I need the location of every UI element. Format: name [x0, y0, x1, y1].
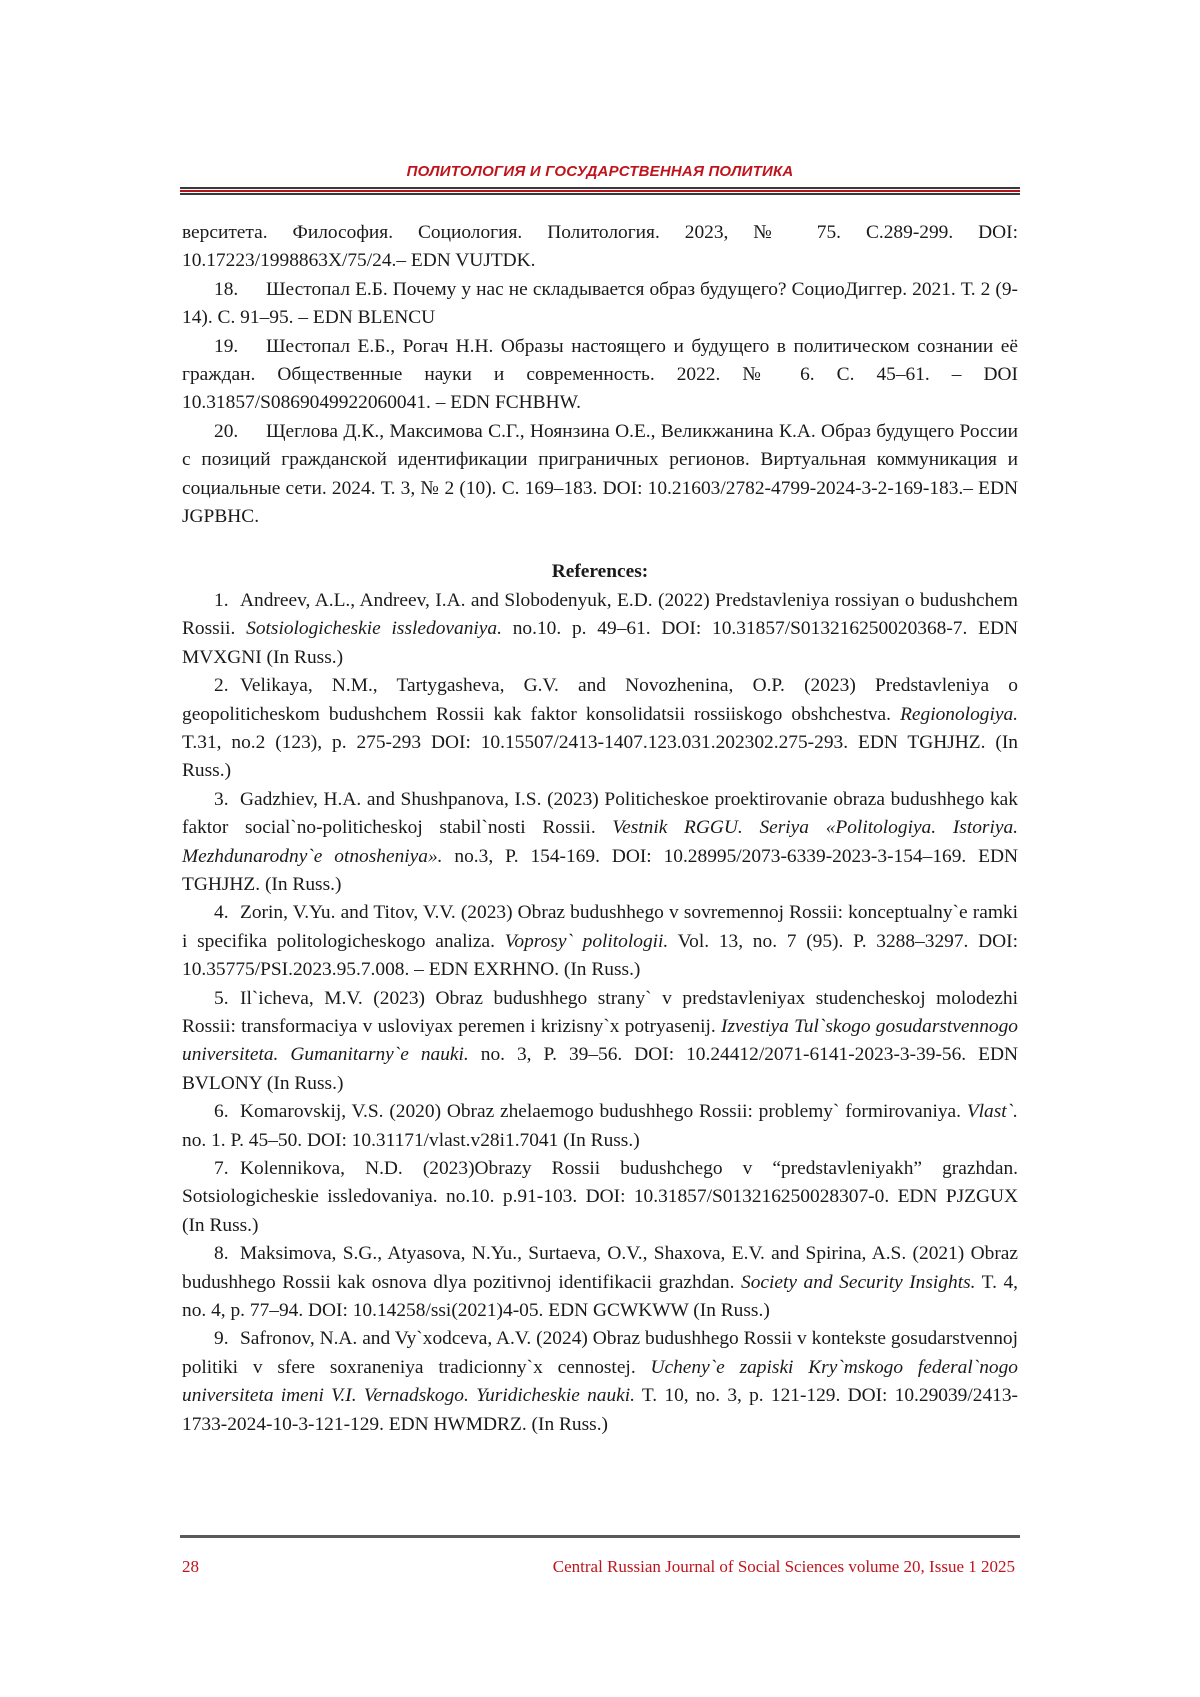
reference-9: [182, 1325, 1018, 1439]
reference-8: [182, 1240, 1018, 1325]
reference-1: [182, 587, 1018, 672]
ru-reference-text: Шестопал Е.Б., Рогач Н.Н. Образы настоящего и будущего в политическом сознании её граждан. Общественные науки и современность. 2022. № 6. С. 45–61. – DOI 10.31857/S0869049922060041. – EDN FCHBHW.: [182, 335, 1018, 414]
reference-number: 7.: [214, 1158, 229, 1179]
ru-reference-20: [182, 418, 1018, 532]
continuation-text: верситета. Философия. Социология. Политология. 2023, № 75. С.289-299. DOI: 10.17223/1998863Х/75/24.– EDN VUJTDK.: [182, 222, 1018, 272]
reference-7: [182, 1155, 1018, 1240]
reference-authors: Zorin, V.Yu. and Titov, V.V. (2023) Obraz budushhego v sovremennoj Rossii: konceptualny`e ramki i specifika politologicheskogo analiza.: [182, 902, 1018, 952]
reference-details: T.31, no.2 (123), p. 275-293 DOI: 10.15507/2413-1407.123.031.202302.275-293. EDN TGHJHZ. (In Russ.): [182, 731, 1018, 782]
reference-number: 1.: [214, 589, 229, 611]
reference-details: no.3, P. 154-169. DOI: 10.28995/2073-6339-2023-3-154–169. EDN TGHJHZ. (In Russ.): [182, 845, 1018, 895]
reference-number: 9.: [214, 1328, 229, 1350]
reference-number: 3.: [214, 788, 229, 810]
reference-4: [182, 899, 1018, 984]
ru-reference-number: 18.: [214, 278, 239, 300]
reference-number: 6.: [214, 1101, 229, 1123]
ru-reference-text: Шестопал Е.Б. Почему у нас не складывается образ будущего? СоциоДиггер. 2021. Т. 2 (9-14). С. 91–95. – EDN BLENCU: [182, 278, 1018, 329]
reference-details: T. 10, no. 3, p. 121-129. DOI: 10.29039/2413-1733-2024-10-3-121-129. EDN HWMDRZ. (In Russ.): [182, 1385, 1019, 1435]
reference-number: 8.: [214, 1243, 229, 1265]
reference-authors: Safronov, N.A. and Vy`xodceva, A.V. (2024) Obraz budushhego Rossii v kontekste gosudarstvennoj politiki v sfere soxraneniya tradicionny`x cennostej.: [182, 1328, 1018, 1378]
ru-reference-text: Щеглова Д.К., Максимова С.Г., Ноянзина О.Е., Великжанина К.А. Образ будущего России с позиций гражданской идентификации приграничных регионов. Виртуальная коммуникация и социальные сети. 2024. Т. 3, № 2 (10). С. 169–183. DOI: 10.21603/2782-4799-2024-3-2-169-183.– EDN JGPBHC.: [182, 420, 1018, 528]
ru-reference-18: [182, 276, 1018, 333]
reference-journal: Vestnik RGGU. Seriya «Politologiya. Istoriya. Mezhdunarodny`e otnosheniya».: [182, 817, 1018, 867]
reference-journal: Ucheny`e zapiski Kry`mskogo federal`nogo universiteta imeni V.I. Vernadskogo. Yuridicheskie nauki.: [182, 1356, 1019, 1407]
header-rule-bottom: [180, 193, 1020, 195]
ru-reference-number: 20.: [214, 420, 239, 442]
reference-journal: Sotsiologicheskie issledovaniya.: [246, 618, 502, 640]
ru-reference-number: 19.: [214, 335, 239, 357]
reference-3: [182, 786, 1018, 900]
reference-details: no. 3, P. 39–56. DOI: 10.24412/2071-6141-2023-3-39-56. EDN BVLONY (In Russ.): [182, 1044, 1018, 1094]
reference-details: no.10. p. 49–61. DOI: 10.31857/S013216250020368-7. EDN MVXGNI (In Russ.): [182, 618, 1018, 668]
reference-authors: Kolennikova, N.D. (2023)Obrazy Rossii budushchego v “predstavleniyakh” grazhdan. Sotsiologicheskie issledovaniya. no.10. p.91-103. DOI: 10.31857/S013216250028307-0. EDN PJZGUX (In Russ.): [182, 1158, 1018, 1236]
footer-rule: [180, 1535, 1020, 1538]
reference-6: [182, 1098, 1018, 1155]
page-number: 28: [182, 1557, 199, 1576]
page-body: [182, 219, 1018, 1439]
reference-details: T. 4, no. 4, p. 77–94. DOI: 10.14258/ssi(2021)4-05. EDN GCWKWW (In Russ.): [182, 1271, 1018, 1322]
reference-journal: Vlast`.: [966, 1101, 1018, 1123]
reference-journal: Voprosy` politologii.: [504, 930, 669, 952]
reference-journal: Izvestiya Tul`skogo gosudarstvennogo universiteta. Gumanitarny`e nauki.: [182, 1015, 1018, 1066]
reference-authors: Gadzhiev, H.A. and Shushpanova, I.S. (2023) Politicheskoe proektirovanie obraza budushhego kak faktor social`no-politicheskoj stabil`nosti Rossii.: [182, 788, 1018, 839]
reference-details: Vol. 13, no. 7 (95). P. 3288–3297. DOI: 10.35775/PSI.2023.95.7.008. – EDN EXRHNO. (In Russ.): [182, 930, 1018, 981]
reference-authors: Komarovskij, V.S. (2020) Obraz zhelaemogo budushhego Rossii: problemy` formirovaniya.: [240, 1101, 967, 1123]
section-title: ПОЛИТОЛОГИЯ И ГОСУДАРСТВЕННАЯ ПОЛИТИКА: [406, 163, 794, 180]
header-rule-red: [180, 190, 1020, 192]
ru-reference-19: [182, 333, 1018, 418]
reference-number: 4.: [214, 902, 229, 924]
reference-journal: Regionologiya.: [900, 703, 1018, 725]
journal-info: Central Russian Journal of Social Sciences volume 20, Issue 1 2025: [552, 1557, 1015, 1576]
reference-authors: Velikaya, N.M., Tartygasheva, G.V. and Novozhenina, O.P. (2023) Predstavleniya o geopoliticheskom budushchem Rossii kak faktor konsolidatsii rossiiskogo obshchestva.: [182, 675, 1018, 725]
reference-number: 2.: [214, 675, 229, 697]
reference-number: 5.: [214, 987, 229, 1009]
header-rule-top: [180, 187, 1020, 189]
reference-2: [182, 672, 1018, 786]
reference-5: [182, 985, 1018, 1099]
reference-journal: Society and Security Insights.: [741, 1271, 976, 1293]
references-heading: References:: [551, 561, 649, 583]
reference-details: no. 1. P. 45–50. DOI: 10.31171/vlast.v28i1.7041 (In Russ.): [182, 1129, 640, 1151]
reference-authors: Il`icheva, M.V. (2023) Obraz budushhego strany` v predstavleniyax studencheskoj molodezhi Rossii: transformaciya v usloviyax peremen i krizisny`x potryasenij.: [182, 987, 1018, 1037]
reference-authors: Maksimova, S.G., Atyasova, N.Yu., Surtaeva, O.V., Shaxova, E.V. and Spirina, A.S. (2021) Obraz budushhego Rossii kak osnova dlya pozitivnoj identifikacii grazhdan.: [182, 1243, 1018, 1293]
reference-authors: Andreev, A.L., Andreev, I.A. and Slobodenyuk, E.D. (2022) Predstavleniya rossiyan o budushchem Rossii.: [182, 589, 1018, 640]
